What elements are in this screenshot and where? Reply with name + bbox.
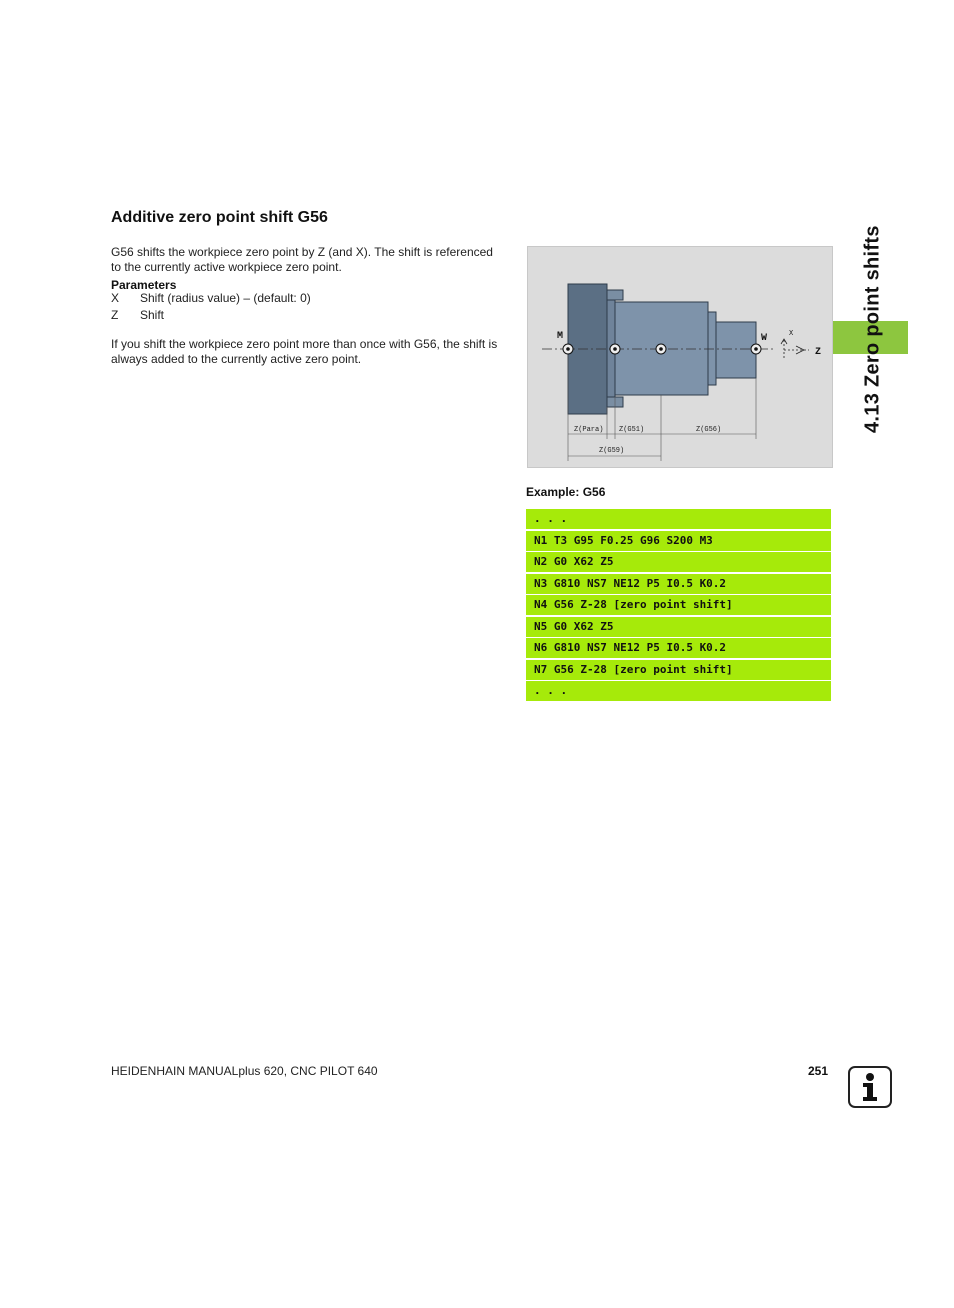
workpiece-step xyxy=(708,312,716,385)
label-z: Z xyxy=(815,347,822,358)
example-label: Example: G56 xyxy=(526,485,606,499)
code-line: N4 G56 Z-28 [zero point shift] xyxy=(526,595,831,615)
info-glyph xyxy=(850,1068,890,1106)
dim-z-g59: Z(G59) xyxy=(599,447,625,455)
parameter-desc: Shift (radius value) – (default: 0) xyxy=(140,291,311,305)
chuck-jaw xyxy=(607,290,623,300)
code-line: N3 G810 NS7 NE12 P5 I0.5 K0.2 xyxy=(526,574,831,594)
page-number: 251 xyxy=(808,1064,829,1078)
section-title: Additive zero point shift G56 xyxy=(111,209,328,226)
chapter-title: 4.13 Zero point shifts xyxy=(861,225,884,433)
code-line: N7 G56 Z-28 [zero point shift] xyxy=(526,660,831,680)
info-icon xyxy=(848,1066,892,1108)
dim-z-g51: Z(G51) xyxy=(619,426,645,434)
parameter-key: Z xyxy=(111,308,119,322)
label-w: W xyxy=(761,333,768,344)
intro-paragraph: G56 shifts the workpiece zero point by Z (and X). The shift is referenced to the currently active workpiece zero point. xyxy=(111,245,493,274)
parameter-desc: Shift xyxy=(140,308,165,322)
code-listing xyxy=(526,509,831,703)
parameter-row xyxy=(111,308,164,322)
footer-text: HEIDENHAIN MANUALplus 620, CNC PILOT 640 xyxy=(111,1064,378,1078)
parameters-heading: Parameters xyxy=(111,278,177,292)
dim-z-g56: Z(G56) xyxy=(696,426,722,434)
label-x: X xyxy=(789,330,794,338)
label-m: M xyxy=(557,331,564,342)
diagram-svg xyxy=(528,247,832,467)
zero-point-marker xyxy=(563,344,573,354)
code-line: . . . xyxy=(526,509,831,529)
zero-point-marker xyxy=(656,344,666,354)
note-paragraph: If you shift the workpiece zero point more than once with G56, the shift is always added to the currently active zero point. xyxy=(111,337,498,366)
zero-point-marker xyxy=(751,344,761,354)
zero-point-marker xyxy=(610,344,620,354)
code-line: N6 G810 NS7 NE12 P5 I0.5 K0.2 xyxy=(526,638,831,658)
zero-shift-diagram xyxy=(527,246,833,468)
parameter-key: X xyxy=(111,291,120,305)
code-line: . . . xyxy=(526,681,831,701)
dim-z-para: Z(Para) xyxy=(574,426,604,434)
code-line: N1 T3 G95 F0.25 G96 S200 M3 xyxy=(526,531,831,551)
code-line: N2 G0 X62 Z5 xyxy=(526,552,831,572)
workpiece-end xyxy=(716,322,756,378)
parameter-row xyxy=(111,291,311,305)
code-line: N5 G0 X62 Z5 xyxy=(526,617,831,637)
